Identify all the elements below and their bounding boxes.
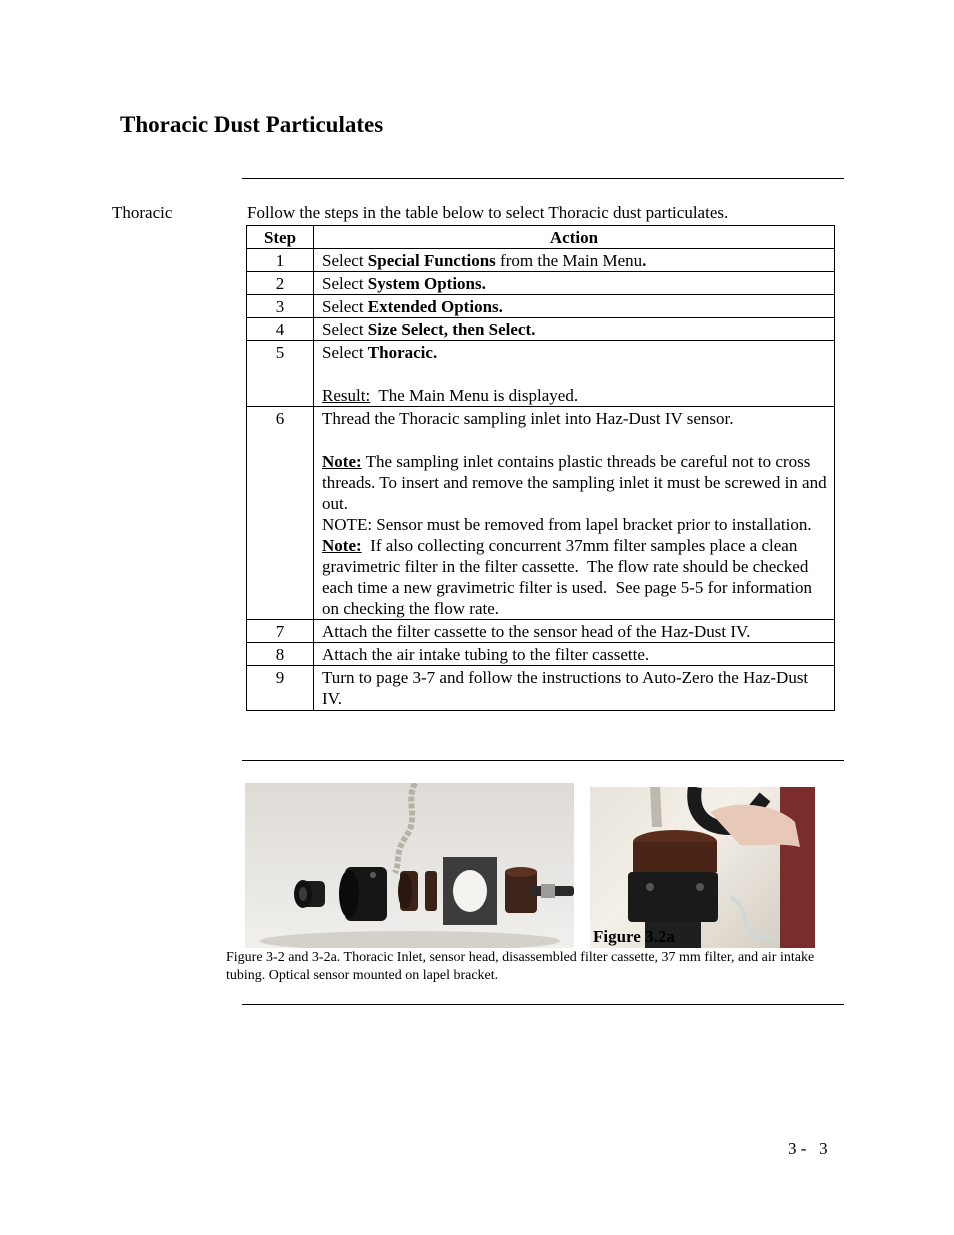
side-label: Thoracic	[112, 203, 173, 222]
step-number: 2	[247, 272, 314, 295]
note-paragraph: NOTE: Sensor must be removed from lapel bracket prior to installation.	[322, 515, 812, 534]
table-row	[247, 272, 835, 295]
action-line: Thread the Thoracic sampling inlet into Haz-Dust IV sensor.	[322, 409, 734, 428]
table-row	[247, 643, 835, 666]
spacer	[322, 429, 828, 451]
table-row	[247, 407, 835, 620]
figure-3-2-photo	[245, 783, 574, 948]
step-action	[314, 318, 835, 341]
action-bold: Thoracic.	[367, 343, 438, 362]
middle-divider	[242, 760, 844, 761]
figure-3-2a-photo	[590, 787, 815, 948]
step-action	[314, 407, 835, 620]
page-number: 3 - 3	[788, 1139, 828, 1158]
step-action	[314, 295, 835, 318]
spacer	[322, 363, 828, 385]
figure-label: Figure 3.2a	[593, 927, 675, 946]
step-action	[314, 272, 835, 295]
note-text: The sampling inlet contains plastic threads be careful not to cross threads. To insert and remove the sampling inlet it must be screwed in and out.	[322, 452, 827, 513]
step-number: 9	[247, 666, 314, 711]
action-text: Select	[322, 297, 368, 316]
step-number: 6	[247, 407, 314, 620]
sensor-mounted-image	[590, 787, 815, 948]
note-label: Note:	[322, 452, 362, 471]
step-number: 7	[247, 620, 314, 643]
table-row	[247, 249, 835, 272]
note-paragraph	[322, 535, 828, 619]
figure-caption: Figure 3-2 and 3-2a. Thoracic Inlet, sensor head, disassembled filter cassette, 37 mm filter, and air intake tubing. Optical sensor mounted on lapel bracket.	[226, 950, 815, 983]
action-bold: Special Functions	[367, 251, 496, 270]
action-text: Select	[322, 320, 368, 339]
table-row	[247, 295, 835, 318]
action-bold: Extended Options.	[367, 297, 503, 316]
result-label: Result:	[322, 386, 371, 405]
action-bold: .	[642, 251, 647, 270]
step-action: Turn to page 3-7 and follow the instructions to Auto-Zero the Haz-Dust IV.	[314, 666, 835, 711]
intro-text: Follow the steps in the table below to select Thoracic dust particulates.	[247, 203, 729, 222]
step-action: Attach the air intake tubing to the filter cassette.	[314, 643, 835, 666]
step-number: 3	[247, 295, 314, 318]
result-line	[322, 385, 828, 406]
bottom-divider	[242, 1004, 844, 1005]
action-text: Select	[322, 274, 368, 293]
step-number: 5	[247, 341, 314, 407]
table-row	[247, 666, 835, 711]
action-line	[322, 342, 828, 363]
note-text: If also collecting concurrent 37mm filter samples place a clean gravimetric filter in the filter cassette. The flow rate should be checked each time a new gravimetric filter is used. See page 5-5 for information on checking the flow rate.	[322, 536, 817, 618]
step-action	[314, 341, 835, 407]
step-number: 4	[247, 318, 314, 341]
result-text: The Main Menu is displayed.	[370, 386, 579, 405]
step-action: Attach the filter cassette to the sensor head of the Haz-Dust IV.	[314, 620, 835, 643]
note-paragraph	[322, 451, 828, 514]
action-text: Select	[322, 251, 368, 270]
step-action	[314, 249, 835, 272]
steps-table	[246, 225, 835, 711]
note-label: Note:	[322, 536, 362, 555]
action-bold: Size Select, then Select.	[367, 320, 536, 339]
table-row	[247, 318, 835, 341]
table-row	[247, 341, 835, 407]
step-number: 8	[247, 643, 314, 666]
action-text: Select	[322, 343, 368, 362]
page-title: Thoracic Dust Particulates	[120, 112, 384, 137]
disassembled-components-image	[245, 783, 574, 948]
action-bold: System Options.	[367, 274, 486, 293]
action-text: from the Main Menu	[495, 251, 643, 270]
table-row	[247, 620, 835, 643]
header-action: Action	[314, 226, 835, 249]
table-header-row	[247, 226, 835, 249]
step-number: 1	[247, 249, 314, 272]
header-step: Step	[247, 226, 314, 249]
top-divider	[242, 178, 844, 179]
